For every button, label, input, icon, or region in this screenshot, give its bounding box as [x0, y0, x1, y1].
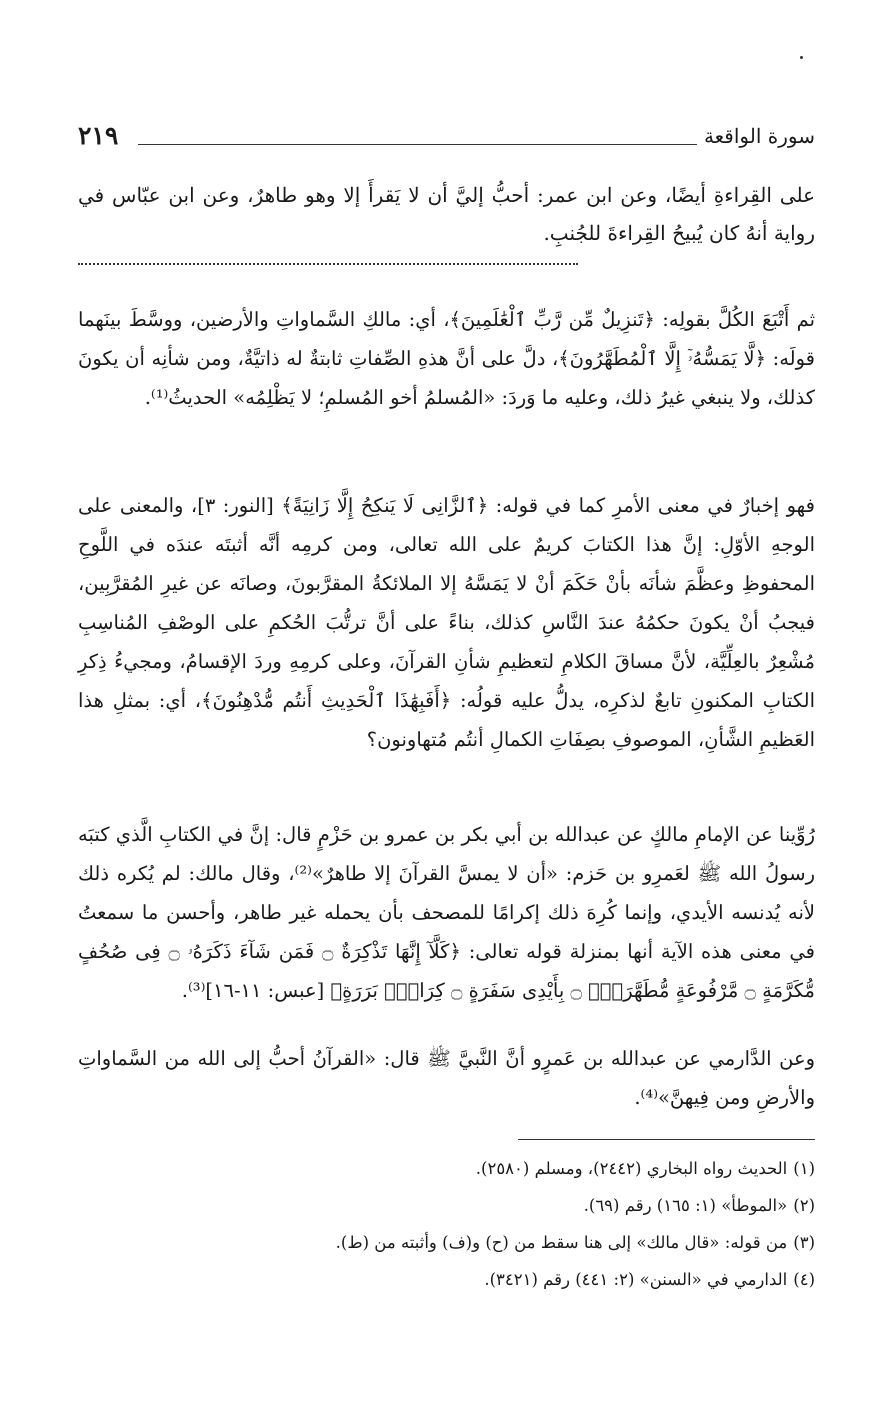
footnote-text: من قوله: «قال مالك» إلى هنا سقط من (ح) و(ف) وأثبته من (ط). — [335, 1233, 788, 1252]
footnote-number: (٢) — [793, 1196, 815, 1215]
footnote-rule — [518, 1139, 815, 1140]
dotted-separator — [78, 263, 578, 265]
footnote — [78, 1224, 815, 1261]
footnote — [78, 1150, 815, 1187]
footnote-text: الدارمي في «السنن» (٢: ٤٤١) رقم (٣٤٢١). — [484, 1270, 788, 1289]
footnote — [78, 1261, 815, 1298]
footnote-number: (٣) — [793, 1233, 815, 1252]
footnotes — [78, 1150, 815, 1298]
page-number: ٢١٩ — [78, 121, 119, 150]
footnote-number: (١) — [793, 1159, 815, 1178]
footnote-text: الحديث رواه البخاري (٢٤٤٢)، ومسلم (٢٥٨٠). — [475, 1159, 788, 1178]
body-paragraph: وعن الدَّارمي عن عبدالله بن عَمرٍو أنَّ النَّبيَّ ﷺ قال: «القرآنُ أحبُّ إلى الله من السَّماواتِ والأرضِ ومن فِيهنَّ»⁽⁴⁾. — [78, 1047, 815, 1109]
top-commentary-paragraph: على القِراءةِ أيضًا، وعن ابن عمر: أحبُّ إليَّ أن لا يَقرأَ إلا وهو طاهرٌ، وعن ابن عبّاس في رواية أنهُ كان يُبيحُ القِراءةَ للجُنبِ. — [78, 183, 815, 245]
corner-dot — [800, 56, 803, 59]
body-paragraph: ثم أَتْبَعَ الكُلَّ بقولِه: ﴿تَنزِيلٌ مِّن رَّبِّ ٱلْعَٰلَمِينَ﴾، أي: مالكِ السَّماواتِ والأرضين، ووسَّطَ بينَهما قولَه: ﴿لَّا يَمَسُّهُۥٓ إِلَّا ٱلْمُطَهَّرُونَ﴾، دلَّ على أنَّ هذهِ الصِّفاتِ ثابتةٌ له ذاتيَّةٌ، ومن شأنِه أن يكونَ كذلك، ولا ينبغي غيرُ ذلك، وعليه ما وَردَ: «المُسلمُ أخو المُسلمِ؛ لا يَظْلِمُه» الحديثُ⁽¹⁾. — [78, 308, 815, 409]
body-paragraph: رُوِّينا عن الإمامِ مالكٍ عن عبدالله بن أبي بكر بن عمرو بن حَزْمٍ قال: إنَّ في الكتابِ الَّذي كتبَه رسولُ الله ﷺ لعَمرِو بن حَزم: «أن لا يمسَّ القرآنَ إلا طاهرٌ»⁽²⁾، وقال مالك: لم يُكره ذلك لأنه يُدنسه الأيدي، وإنما كُرِهَ ذلك إكرامًا للمصحف بأن يحمله غير طاهر، وأحسن ما سمعتُ في معنى هذه الآية أنها بمنزلة قوله تعالى: ﴿كَلَّآ إِنَّهَا تَذْكِرَةٌ ۝ فَمَن شَآءَ ذَكَرَهُۥ ۝ فِى صُحُفٍ مُّكَرَّمَةٍ ۝ مَّرْفُوعَةٍ مُّطَهَّرَةٍۭ ۝ بِأَيْدِى سَفَرَةٍ ۝ كِرَامٍۭ بَرَرَةٍ﴾ [عبس: ١١-١٦]⁽³⁾. — [78, 823, 815, 1002]
running-header — [78, 118, 815, 154]
body-paragraph: فهو إخبارٌ في معنى الأمرِ كما في قوله: ﴿ٱلزَّانِى لَا يَنكِحُ إِلَّا زَانِيَةً﴾ [النور: ٣]، والمعنى على الوجهِ الأوّلِ: إنَّ هذا الكتابَ كريمٌ على الله تعالى، ومن كرمِه أنَّه أثبتَه عندَه في اللَّوحِ المحفوظِ وعظَّمَ شأنَه بأنْ حَكَمَ أنْ لا يَمَسَّهُ إلا الملائكةُ المقرَّبونَ، وصانَه عن غيرِ المُقرَّبِين، فيجبُ أنْ يكونَ حكمُهُ عندَ النَّاسِ كذلك، بناءً على أنَّ ترتُّبَ الحُكمِ على الوصْفِ المُناسِبِ مُشْعِرٌ بالعِلِّيَّة، لأنَّ مساقَ الكلامِ لتعظيمِ شأنِ القرآنَ، وعلى كرمِهِ وردَ الإقسامُ، ومجيءُ ذِكرِ الكتابِ المكنونِ تابعٌ لذكرِه، يدلُّ عليه قولُه: ﴿أَفَبِهَٰذَا ٱلْحَدِيثِ أَنتُم مُّدْهِنُونَ﴾، أي: بمثلِ هذا العَظيمِ الشَّأنِ، الموصوفِ بصِفَاتِ الكمالِ أنتُم مُتهاونون؟ — [78, 494, 815, 751]
footnote — [78, 1187, 815, 1224]
header-rule — [138, 144, 697, 145]
footnote-number: (٤) — [793, 1270, 815, 1289]
surah-name: سورة الواقعة — [703, 124, 815, 148]
footnote-text: «الموطأ» (١: ١٦٥) رقم (٦٩). — [583, 1196, 788, 1215]
